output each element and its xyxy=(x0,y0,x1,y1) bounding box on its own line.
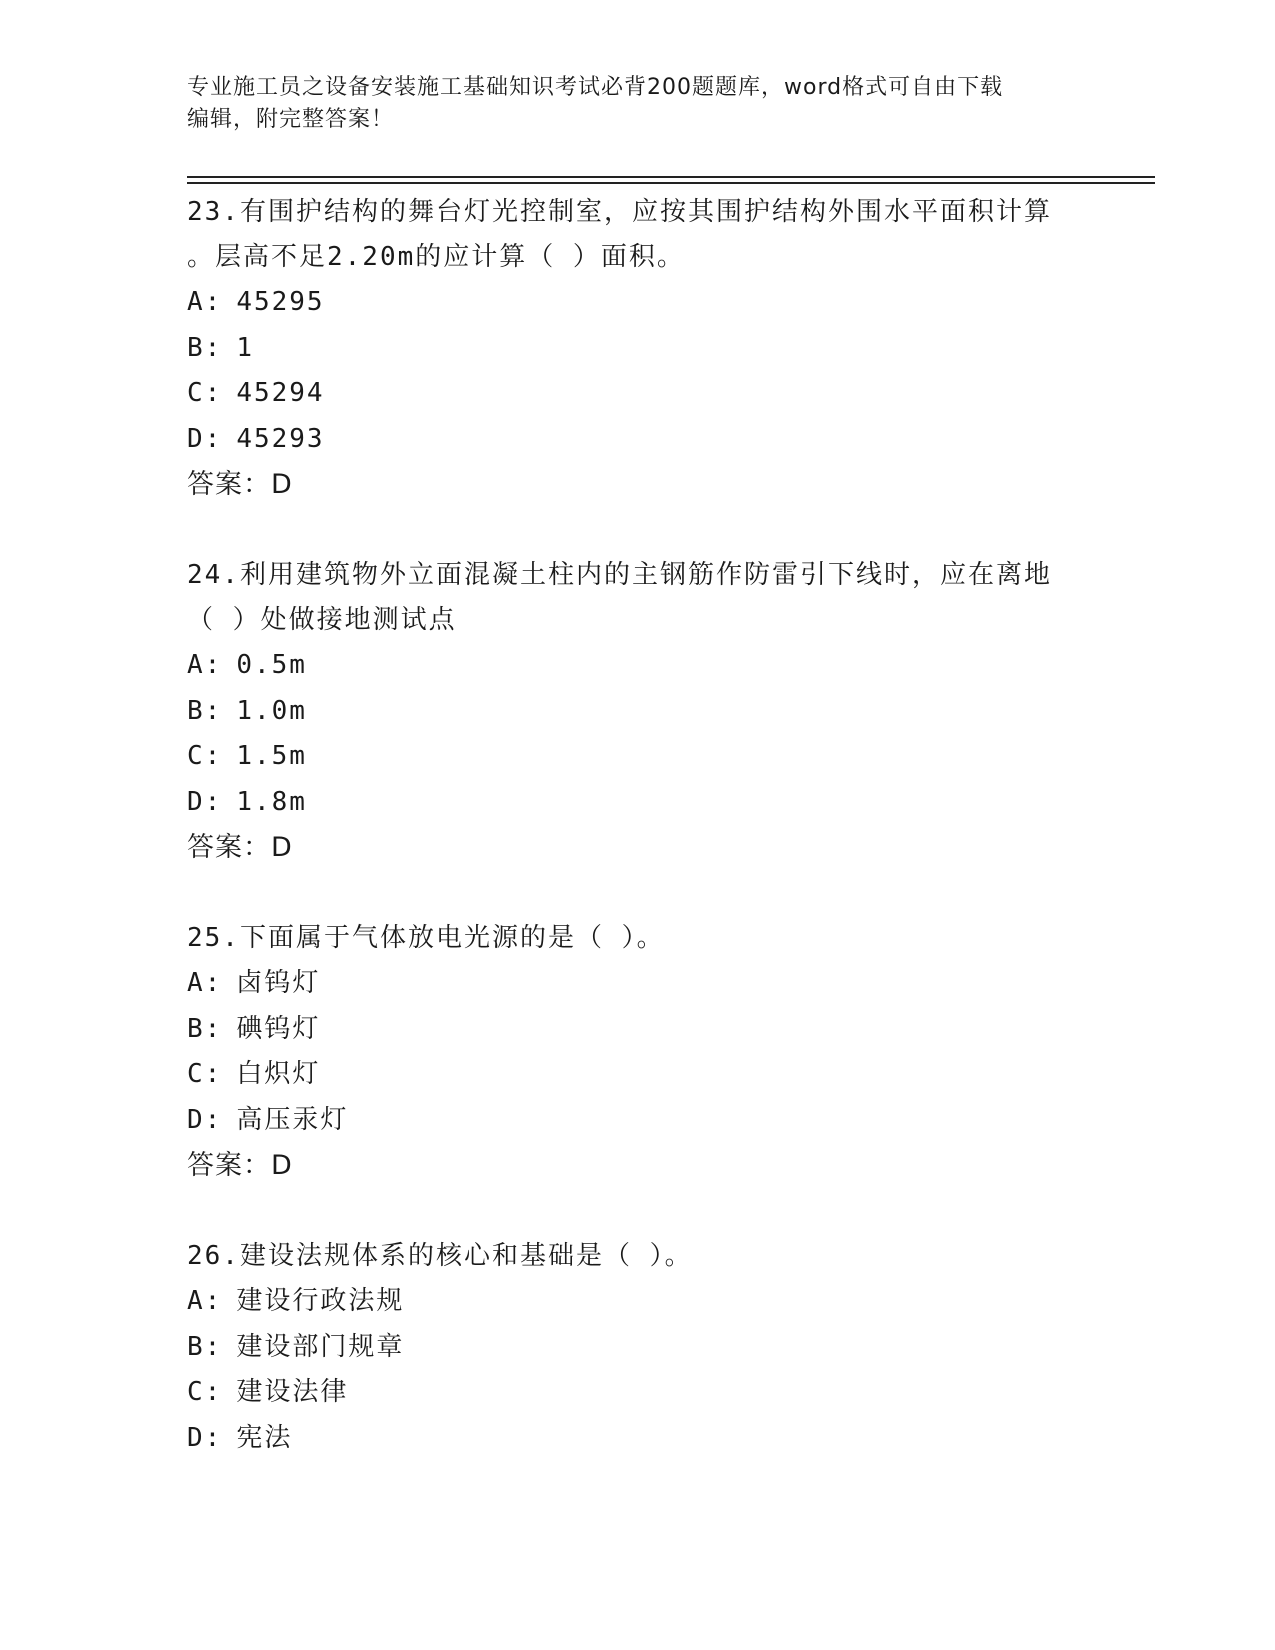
header-divider-top xyxy=(187,176,1155,178)
option-text: 卤钨灯 xyxy=(236,968,321,998)
question-text-line-1: 23.有围护结构的舞台灯光控制室，应按其围护结构外围水平面积计算 xyxy=(187,197,1052,227)
option-text: 白炽灯 xyxy=(236,1059,321,1089)
option-key: D: xyxy=(187,1422,223,1453)
option-c xyxy=(187,1370,1087,1416)
option-key: B: xyxy=(187,1013,223,1044)
question-text-line-1: 25.下面属于气体放电光源的是（ ）。 xyxy=(187,923,665,953)
question-24 xyxy=(187,553,1087,870)
option-key: A: xyxy=(187,1286,223,1316)
question-26 xyxy=(187,1234,1087,1461)
option-text: 0.5m xyxy=(236,650,307,680)
option-text: 45295 xyxy=(236,287,325,317)
option-text: 建设部门规章 xyxy=(236,1331,405,1362)
option-c xyxy=(187,734,1087,780)
option-key: A: xyxy=(187,287,223,317)
option-key: B: xyxy=(187,1331,223,1362)
header-divider-bottom xyxy=(187,182,1155,184)
answer-line: 答案：D xyxy=(187,832,293,863)
question-text-line-1: 24.利用建筑物外立面混凝土柱内的主钢筋作防雷引下线时，应在离地 xyxy=(187,560,1052,590)
option-a xyxy=(187,643,1087,689)
header-line-2: 编辑，附完整答案！ xyxy=(187,107,395,132)
option-key: B: xyxy=(187,332,223,363)
option-text: 1 xyxy=(236,332,254,363)
answer-line: 答案：D xyxy=(187,1150,293,1181)
option-d xyxy=(187,1416,1087,1462)
option-d xyxy=(187,417,1087,463)
option-d xyxy=(187,1098,1087,1144)
option-b xyxy=(187,1007,1087,1053)
option-text: 45294 xyxy=(236,378,325,408)
option-text: 建设行政法规 xyxy=(236,1286,405,1316)
option-text: 45293 xyxy=(236,423,325,454)
option-key: C: xyxy=(187,741,223,771)
option-text: 建设法律 xyxy=(236,1377,349,1407)
question-list xyxy=(187,190,1087,1507)
question-text-line-1: 26.建设法规体系的核心和基础是（ ）。 xyxy=(187,1241,693,1271)
question-25 xyxy=(187,916,1087,1188)
question-text-line-2: （ ）处做接地测试点 xyxy=(187,605,457,635)
option-c xyxy=(187,1052,1087,1098)
answer-line: 答案：D xyxy=(187,469,293,500)
option-b xyxy=(187,1325,1087,1371)
option-key: B: xyxy=(187,695,223,726)
option-b xyxy=(187,326,1087,372)
option-key: A: xyxy=(187,968,223,998)
option-text: 1.0m xyxy=(236,695,307,726)
document-header xyxy=(187,72,1087,136)
option-a xyxy=(187,961,1087,1007)
option-key: D: xyxy=(187,786,223,817)
option-key: C: xyxy=(187,1377,223,1407)
option-text: 碘钨灯 xyxy=(236,1013,321,1044)
header-line-1: 专业施工员之设备安装施工基础知识考试必背200题题库，word格式可自由下载 xyxy=(187,75,1004,100)
option-text: 宪法 xyxy=(236,1422,293,1453)
option-key: D: xyxy=(187,423,223,454)
option-b xyxy=(187,689,1087,735)
option-c xyxy=(187,371,1087,417)
option-text: 1.8m xyxy=(236,786,307,817)
option-key: A: xyxy=(187,650,223,680)
option-a xyxy=(187,1279,1087,1325)
question-text-line-2: 。层高不足2.20m的应计算（ ）面积。 xyxy=(187,242,685,272)
option-text: 高压汞灯 xyxy=(236,1104,349,1135)
option-key: C: xyxy=(187,1059,223,1089)
option-text: 1.5m xyxy=(236,741,307,771)
option-a xyxy=(187,280,1087,326)
option-key: D: xyxy=(187,1104,223,1135)
option-d xyxy=(187,780,1087,826)
question-23 xyxy=(187,190,1087,507)
option-key: C: xyxy=(187,378,223,408)
